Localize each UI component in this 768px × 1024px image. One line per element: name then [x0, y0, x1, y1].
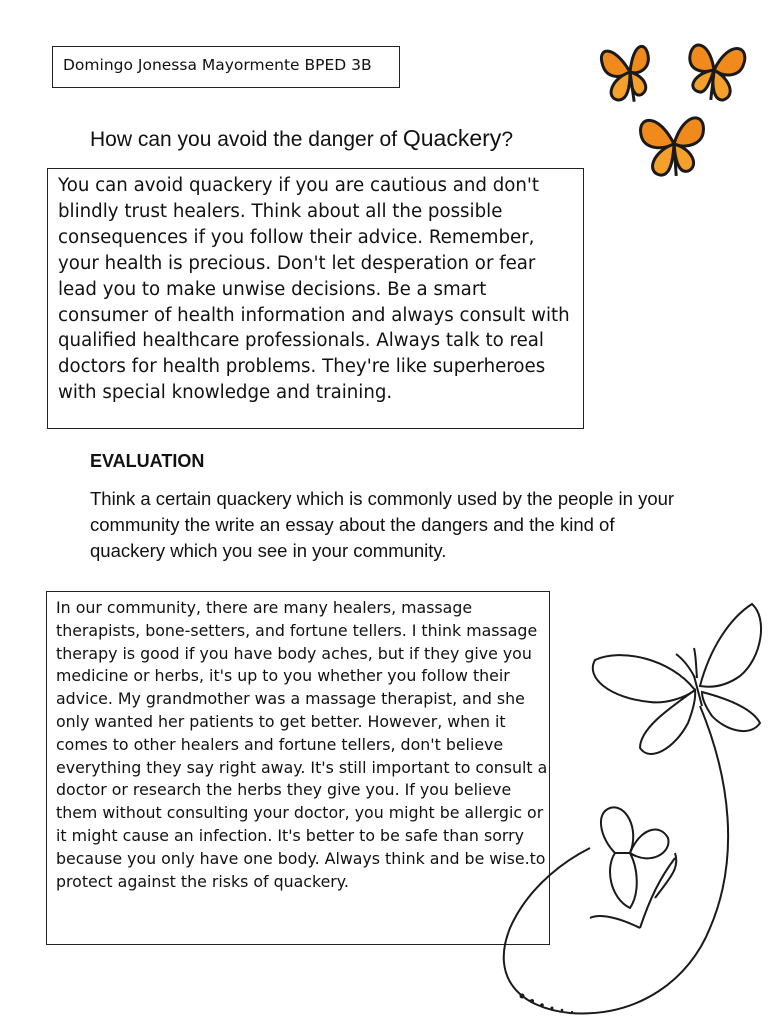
- monarch-butterfly-icon: [683, 41, 746, 105]
- line-art-butterfly-and-flower: [490, 598, 768, 1024]
- answer-text: You can avoid quackery if you are cautious and don't blindly trust healers. Think about all the possible consequences if you follow their advice. Remember, your health is precious. Don't let desperation or fear lead you to make unwise decisions. Be a smart consumer of health information and always consult with qualified healthcare professionals. Always talk to real doctors for health problems. They're like superheroes with special knowledge and training.: [58, 175, 570, 404]
- monarch-butterfly-icon: [600, 45, 654, 105]
- student-name-box: [52, 46, 400, 88]
- monarch-butterfly-icon: [640, 117, 707, 179]
- evaluation-heading: EVALUATION: [90, 451, 205, 471]
- flower-stem-icon: [504, 706, 728, 1013]
- essay-text: In our community, there are many healers, massage therapists, bone-setters, and fortune tellers. I think massage therapy is good if you have body aches, but if they give you medicine or herbs, it's up to you whether you follow their advice. My grandmother was a massage therapist, and she only wanted her patients to get better. However, when it comes to other healers and fortune tellers, don't believe everything they say right away. It's still important to consult a doctor or research the herbs they give you. If you believe them without consulting your doctor, you might be allergic or it might cause an infection. It's better to be safe than sorry because you only have one body. Always think and be wise.to protect against the risks of quackery.: [56, 598, 548, 891]
- question-prefix: How can you avoid the danger of: [90, 128, 403, 151]
- question-suffix: ?: [501, 128, 513, 151]
- answer-box: [47, 168, 584, 429]
- essay-box: [46, 591, 550, 945]
- student-name: Domingo Jonessa Mayormente BPED 3B: [63, 56, 372, 74]
- evaluation-instructions: Think a certain quackery which is commonly used by the people in your community the write an essay about the dangers and the kind of quackery which you see in your community.: [90, 488, 675, 561]
- dotted-trail-icon: [520, 994, 574, 1014]
- question-emphasis: Quackery: [402, 125, 502, 151]
- butterfly-outline-icon: [593, 604, 761, 754]
- question-heading: [90, 125, 513, 152]
- monarch-butterflies-illustration: [592, 24, 762, 194]
